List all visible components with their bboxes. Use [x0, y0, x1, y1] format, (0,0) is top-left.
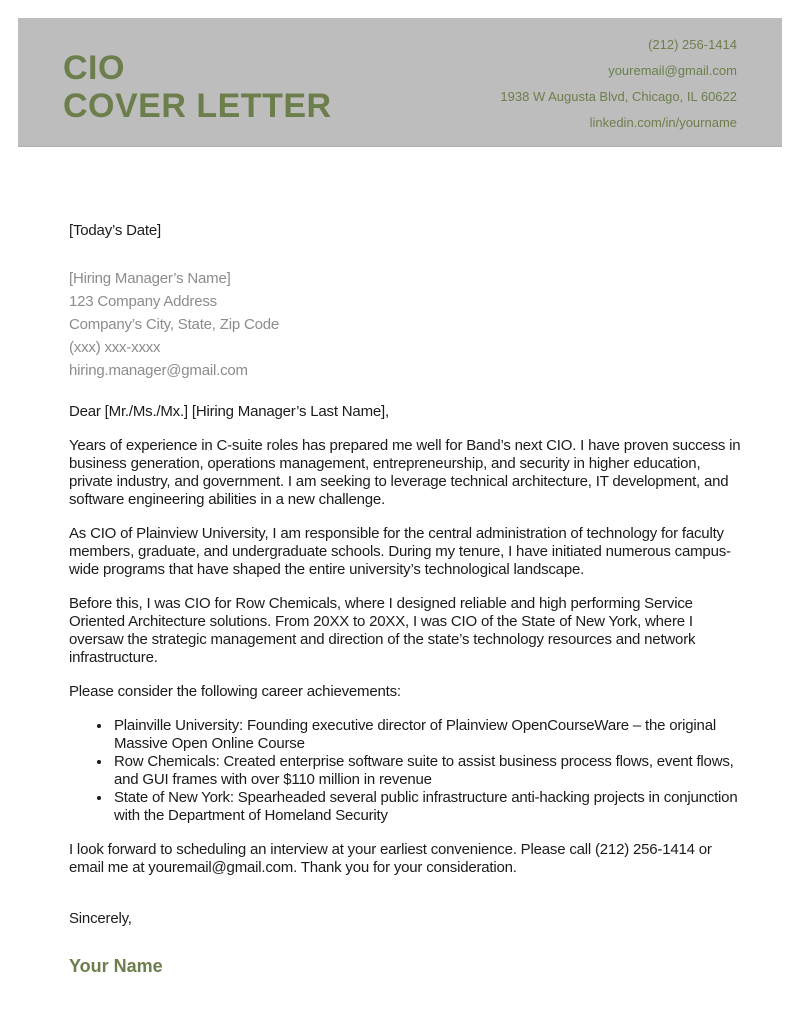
- recipient-phone: (xxx) xxx-xxxx: [69, 339, 161, 356]
- signoff: Sincerely,: [69, 910, 132, 927]
- contact-phone: (212) 256-1414: [648, 37, 737, 52]
- body-paragraph-3: Before this, I was CIO for Row Chemicals, where I designed reliable and high performing Service Oriented Architecture solutions. From 20XX to 20XX, I was CIO of the State of New York, where I oversaw the strategic management and direction of the state’s technology resources and network infrastructure.: [69, 595, 696, 666]
- contact-linkedin: linkedin.com/in/yourname: [589, 115, 737, 130]
- body-paragraph-2: As CIO of Plainview University, I am responsible for the central administration of technology for faculty members, graduate, and undergraduate schools. During my tenure, I have initiated numerous campus-wide programs that have shaped the entire university’s technological landscape.: [69, 525, 731, 578]
- letter-body: [69, 222, 745, 975]
- header-band: [18, 18, 782, 147]
- recipient-street-address: 123 Company Address: [69, 293, 217, 310]
- signature-name: Your Name: [69, 956, 163, 976]
- recipient-name: [Hiring Manager’s Name]: [69, 270, 231, 287]
- recipient-block: [69, 267, 745, 382]
- date-line: [Today’s Date]: [69, 222, 161, 239]
- salutation: Dear [Mr./Ms./Mx.] [Hiring Manager’s Last Name],: [69, 403, 389, 420]
- recipient-city-state-zip: Company’s City, State, Zip Code: [69, 316, 280, 333]
- cover-letter-title: [63, 39, 332, 125]
- achievement-item-row-chemicals: • Row Chemicals: Created enterprise software suite to assist business process flows, event flows, and GUI frames with over $110 million in revenue: [112, 753, 745, 789]
- contact-email: youremail@gmail.com: [608, 63, 737, 78]
- contact-info: [500, 28, 737, 136]
- recipient-email: hiring.manager@gmail.com: [69, 362, 248, 379]
- body-paragraph-1: Years of experience in C-suite roles has prepared me well for Band’s next CIO. I have proven success in business generation, operations management, entrepreneurship, and security in higher education, private industry, and government. I am seeking to leverage technical architecture, IT development, and software engineering abilities in a new challenge.: [69, 437, 741, 508]
- contact-address: 1938 W Augusta Blvd, Chicago, IL 60622: [500, 89, 737, 104]
- achievements-intro: Please consider the following career achievements:: [69, 683, 401, 700]
- achievement-item-plainville: • Plainville University: Founding executive director of Plainview OpenCourseWare – the original Massive Open Online Course: [112, 717, 745, 753]
- closing-paragraph: I look forward to scheduling an interview at your earliest convenience. Please call (212) 256-1414 or email me at youremail@gmail.com. Thank you for your consideration.: [69, 841, 712, 876]
- achievements-list: [69, 717, 745, 825]
- title-line-doc-type: COVER LETTER: [63, 87, 332, 125]
- title-line-job: CIO: [63, 49, 125, 87]
- achievement-item-new-york: • State of New York: Spearheaded several public infrastructure anti-hacking projects in conjunction with the Department of Homeland Security: [112, 789, 745, 825]
